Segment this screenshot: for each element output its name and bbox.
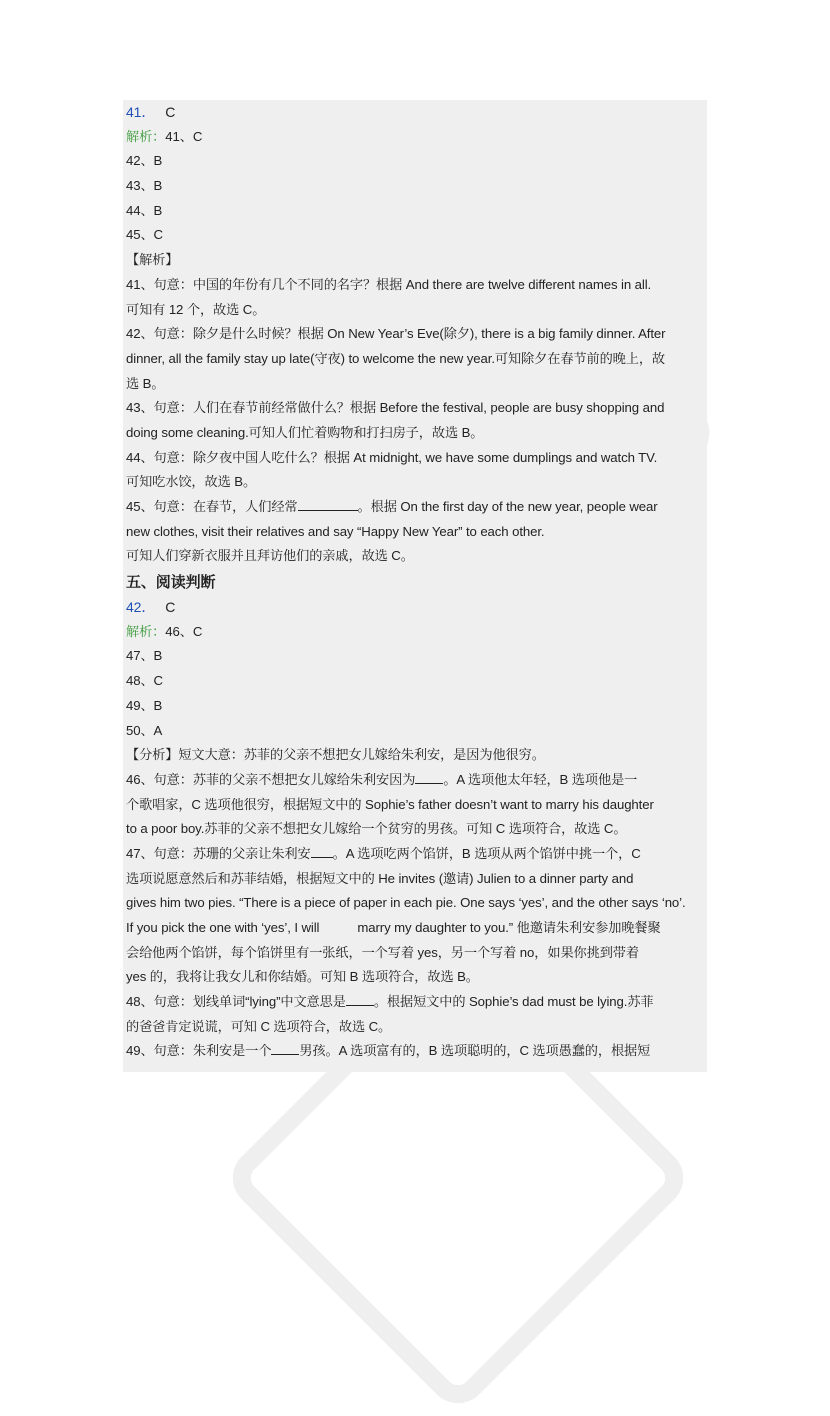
- explanation-line: to a poor boy.苏菲的父亲不想把女儿嫁给一个贫穷的男孩。可知 C 选项符合，故选 C。: [126, 821, 627, 837]
- answer-letter: C: [165, 599, 176, 616]
- item: 41、C: [165, 128, 203, 144]
- explanation-line: yes 的，我将让我女儿和你结婚。可知 B 选项符合，故选 B。: [126, 969, 479, 985]
- blank-line: [298, 498, 358, 511]
- explanation-line: doing some cleaning.可知人们忙着购物和打扫房子，故选 B。: [126, 424, 484, 440]
- text-segment: 男孩。A 选项富有的，B 选项聪明的，C 选项愚蠢的，根据短: [299, 1043, 651, 1059]
- explanation-line: 41、句意：中国的年份有几个不同的名字？根据 And there are twelve different names in all.: [126, 276, 652, 292]
- item-line: 43、B: [126, 178, 163, 194]
- explanation-line: 会给他两个馅饼，每个馅饼里有一张纸，一个写着 yes，另一个写着 no，如果你挑到带着: [126, 944, 639, 960]
- text-segment: marry my daughter to you.” 他邀请朱利安参加晚餐聚: [357, 920, 661, 935]
- text-segment: 47、句意：苏珊的父亲让朱利安: [126, 845, 311, 861]
- analysis-line: [126, 620, 706, 645]
- item-line: 45、C: [126, 227, 163, 243]
- item-line: 48、C: [126, 673, 163, 689]
- analysis-line: [126, 125, 706, 150]
- answer-letter: C: [165, 104, 176, 120]
- item-line: 50、A: [126, 722, 163, 738]
- explanation-line: 44、句意：除夕夜中国人吃什么？根据 At midnight, we have some dumplings and watch TV.: [126, 449, 658, 465]
- explanation-line-48: [126, 990, 706, 1015]
- analysis-prefix: 解析：: [126, 623, 166, 639]
- answer-line-41: [126, 100, 706, 125]
- item: 46、C: [165, 623, 203, 639]
- text-segment: 。根据 On the first day of the new year, people wear: [357, 499, 658, 514]
- explanation-line: 选项说愿意然后和苏菲结婚，根据短文中的 He invites (邀请) Julien to a dinner party and: [126, 870, 634, 886]
- item-line: 42、B: [126, 153, 163, 169]
- text-segment: 45、句意：在春节，人们经常: [126, 499, 298, 514]
- analysis-prefix: 解析：: [126, 128, 166, 144]
- explanation-line: 可知有 12 个，故选 C。: [126, 301, 266, 317]
- explanation-line: 个歌唱家，C 选项他很穷，根据短文中的 Sophie’s father doesn’t want to marry his daughter: [126, 796, 654, 812]
- explanation-line: 的爸爸肯定说谎，可知 C 选项符合，故选 C。: [126, 1018, 392, 1034]
- analysis-tag: 【解析】: [126, 252, 179, 268]
- explanation-line: 43、句意：人们在春节前经常做什么？根据 Before the festival, people are busy shopping and: [126, 400, 665, 416]
- item-line: 49、B: [126, 697, 163, 713]
- summary-line: 【分析】短文大意：苏菲的父亲不想把女儿嫁给朱利安，是因为他很穷。: [126, 747, 545, 763]
- explanation-line: 可知人们穿新衣服并且拜访他们的亲戚，故选 C。: [126, 548, 414, 564]
- text-segment: 46、句意：苏菲的父亲不想把女儿嫁给朱利安因为: [126, 771, 416, 787]
- text-segment: 48、句意：划线单词“lying”中文意思是: [126, 994, 346, 1010]
- blank-line: [311, 845, 333, 858]
- explanation-line: dinner, all the family stay up late(守夜) to welcome the new year.可知除夕在春节前的晚上，故: [126, 350, 666, 366]
- explanation-line: 可知吃水饺，故选 B。: [126, 474, 257, 490]
- explanation-line: 选 B。: [126, 375, 165, 391]
- answer-document: [126, 100, 706, 1064]
- explanation-line: [126, 916, 706, 941]
- explanation-line-45: [126, 495, 706, 520]
- explanation-line-47: [126, 842, 706, 867]
- blank-line: [271, 1042, 299, 1055]
- blank-line: [415, 771, 443, 784]
- text-segment: 。A 选项吃两个馅饼，B 选项从两个馅饼中挑一个，C: [332, 845, 641, 861]
- answer-line-42: [126, 595, 706, 620]
- explanation-line: gives him two pies. “There is a piece of paper in each pie. One says ‘yes’, and the other says ‘no’.: [126, 895, 686, 911]
- text-segment: 。根据短文中的 Sophie’s dad must be lying.苏菲: [373, 994, 654, 1010]
- text-segment: 49、句意：朱利安是一个: [126, 1043, 272, 1059]
- item-line: 44、B: [126, 202, 163, 218]
- text-segment: If you pick the one with ‘yes’, I will: [126, 920, 320, 935]
- explanation-line-46: [126, 768, 706, 793]
- explanation-line: new clothes, visit their relatives and say “Happy New Year” to each other.: [126, 523, 545, 539]
- question-number: 41．: [126, 104, 156, 120]
- section-heading: 五、阅读判断: [126, 573, 216, 592]
- blank-line: [346, 993, 374, 1006]
- explanation-line-49: [126, 1039, 706, 1064]
- question-number: 42．: [126, 599, 156, 616]
- explanation-line: 42、句意：除夕是什么时候？根据 On New Year’s Eve(除夕), there is a big family dinner. After: [126, 326, 666, 342]
- text-segment: 。A 选项他太年轻，B 选项他是一: [443, 771, 638, 787]
- item-line: 47、B: [126, 648, 163, 664]
